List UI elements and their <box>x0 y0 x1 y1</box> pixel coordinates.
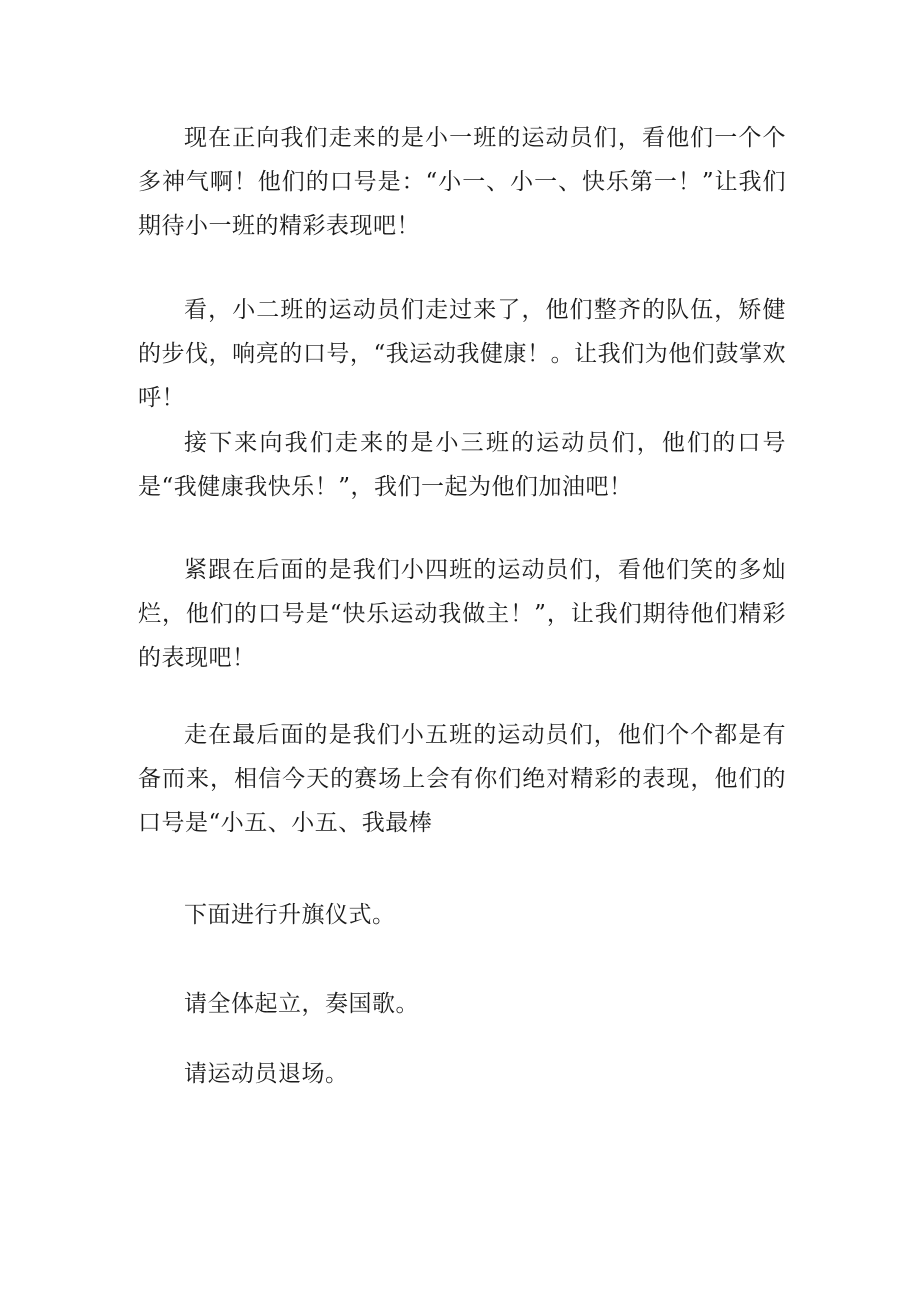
paragraph-class-5-intro: 走在最后面的是我们小五班的运动员们，他们个个都是有备而来，相信今天的赛场上会有你们绝对精彩的表现，他们的口号是“小五、小五、我最棒 <box>138 722 786 836</box>
paragraph-class-3-intro: 接下来向我们走来的是小三班的运动员们，他们的口号是“我健康我快乐！”，我们一起为他们加油吧！ <box>138 430 786 500</box>
paragraph-class-4-intro: 紧跟在后面的是我们小四班的运动员们，看他们笑的多灿烂，他们的口号是“快乐运动我做主！”，让我们期待他们精彩的表现吧！ <box>138 557 786 671</box>
paragraph-class-1-intro: 现在正向我们走来的是小一班的运动员们，看他们一个个多神气啊！他们的口号是：“小一、小一、快乐第一！”让我们期待小一班的精彩表现吧！ <box>138 125 786 239</box>
paragraph-flag-ceremony: 下面进行升旗仪式。 <box>184 902 396 928</box>
paragraph-class-2-intro: 看，小二班的运动员们走过来了，他们整齐的队伍，矫健的步伐，响亮的口号，“我运动我健康！。让我们为他们鼓掌欢呼！ <box>138 297 786 411</box>
paragraph-national-anthem: 请全体起立，奏国歌。 <box>184 991 419 1017</box>
paragraph-athletes-exit: 请运动员退场。 <box>184 1061 349 1087</box>
